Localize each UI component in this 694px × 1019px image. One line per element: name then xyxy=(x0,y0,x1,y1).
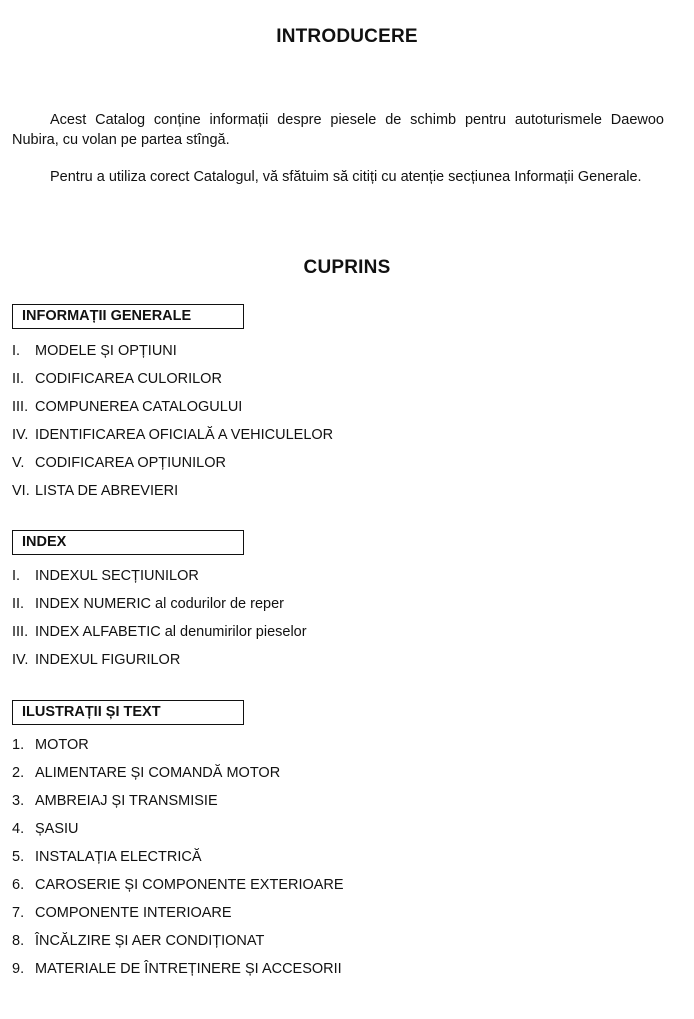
item-number: 2. xyxy=(12,765,25,781)
item-number: III. xyxy=(12,624,29,640)
list-item xyxy=(12,819,344,847)
item-number: I. xyxy=(12,568,21,584)
list-item xyxy=(12,791,344,819)
list-item xyxy=(12,847,344,875)
illustrations-list xyxy=(12,735,344,987)
item-text: LISTA DE ABREVIERI xyxy=(35,483,179,499)
item-text: INSTALAȚIA ELECTRICĂ xyxy=(35,849,202,865)
item-number: III. xyxy=(12,399,29,415)
item-text: CODIFICAREA OPȚIUNILOR xyxy=(35,455,226,471)
item-text: ALIMENTARE ȘI COMANDĂ MOTOR xyxy=(35,765,281,781)
item-number: I. xyxy=(12,343,21,359)
intro-title: INTRODUCERE xyxy=(276,26,418,47)
item-number: II. xyxy=(12,596,25,612)
list-item xyxy=(12,650,307,678)
item-number: 4. xyxy=(12,821,25,837)
list-item xyxy=(12,369,333,397)
section-heading-general-info: INFORMAȚII GENERALE xyxy=(12,304,244,329)
contents-title: CUPRINS xyxy=(303,257,391,278)
item-number: 3. xyxy=(12,793,25,809)
list-item xyxy=(12,959,344,987)
general-info-list xyxy=(12,341,333,509)
list-item xyxy=(12,453,333,481)
item-number: VI. xyxy=(12,483,30,499)
item-text: CAROSERIE ȘI COMPONENTE EXTERIOARE xyxy=(35,877,344,893)
item-text: INDEX ALFABETIC al denumirilor pieselor xyxy=(35,624,307,640)
item-text: MATERIALE DE ÎNTREȚINERE ȘI ACCESORII xyxy=(35,961,342,977)
item-text: MOTOR xyxy=(35,737,89,753)
list-item xyxy=(12,763,344,791)
list-item xyxy=(12,425,333,453)
section-heading-illustrations-text: ILUSTRAȚII ȘI TEXT xyxy=(12,700,244,725)
item-number: 9. xyxy=(12,961,25,977)
item-text: INDEX NUMERIC al codurilor de reper xyxy=(35,596,284,612)
item-number: IV. xyxy=(12,652,29,668)
item-number: 8. xyxy=(12,933,25,949)
intro-paragraph-2: Pentru a utiliza corect Catalogul, vă sfătuim să citiți cu atenție secțiunea Informații Generale. xyxy=(50,169,642,185)
item-number: 6. xyxy=(12,877,25,893)
list-item xyxy=(12,566,307,594)
item-text: INDEXUL FIGURILOR xyxy=(35,652,181,668)
item-text: CODIFICAREA CULORILOR xyxy=(35,371,222,387)
item-number: IV. xyxy=(12,427,29,443)
list-item xyxy=(12,622,307,650)
item-number: 5. xyxy=(12,849,25,865)
item-text: AMBREIAJ ȘI TRANSMISIE xyxy=(35,793,218,809)
item-number: V. xyxy=(12,455,25,471)
index-list xyxy=(12,566,307,678)
item-number: 7. xyxy=(12,905,25,921)
intro-paragraph-1: Acest Catalog conține informații despre piesele de schimb pentru autoturismele Daewoo Nubira, cu volan pe partea stîngă. xyxy=(12,112,664,148)
item-text: IDENTIFICAREA OFICIALĂ A VEHICULELOR xyxy=(35,427,334,443)
item-text: ȘASIU xyxy=(35,821,79,837)
list-item xyxy=(12,594,307,622)
list-item xyxy=(12,931,344,959)
item-number: 1. xyxy=(12,737,25,753)
list-item xyxy=(12,903,344,931)
list-item xyxy=(12,875,344,903)
list-item xyxy=(12,481,333,509)
item-text: COMPUNEREA CATALOGULUI xyxy=(35,399,243,415)
list-item xyxy=(12,735,344,763)
item-text: COMPONENTE INTERIOARE xyxy=(35,905,232,921)
section-heading-index: INDEX xyxy=(12,530,244,555)
item-number: II. xyxy=(12,371,25,387)
list-item xyxy=(12,397,333,425)
item-text: INDEXUL SECȚIUNILOR xyxy=(35,568,199,584)
list-item xyxy=(12,341,333,369)
item-text: MODELE ȘI OPȚIUNI xyxy=(35,343,177,359)
item-text: ÎNCĂLZIRE ȘI AER CONDIȚIONAT xyxy=(35,933,265,949)
